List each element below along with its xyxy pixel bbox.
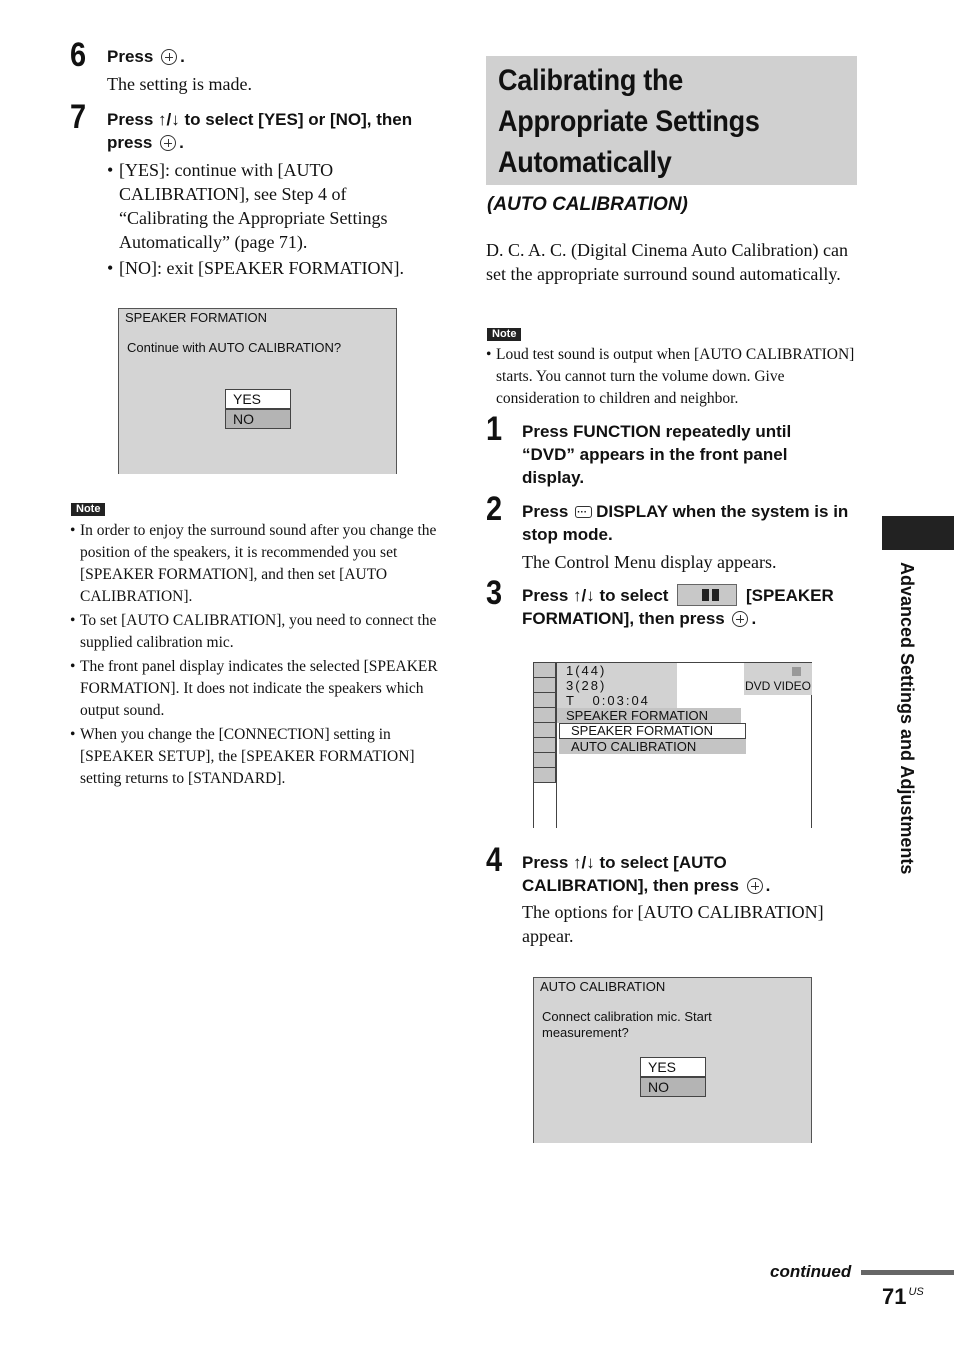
screen-message: Continue with AUTO CALIBRATION? [127, 340, 342, 355]
screen-message-line1: Connect calibration mic. Start [542, 1009, 712, 1024]
option-no-desc: • [NO]: exit [SPEAKER FORMATION]. [107, 256, 427, 280]
yes-option[interactable]: YES [225, 389, 291, 409]
notes-list [70, 520, 442, 790]
speaker-formation-icon [677, 584, 737, 606]
menu-icon-slot [534, 768, 556, 783]
step-2-instruction [522, 500, 862, 546]
note-badge: Note [71, 503, 105, 516]
menu-icon-slot [534, 738, 556, 753]
note-item: • To set [AUTO CALIBRATION], you need to connect the supplied calibration mic. [70, 610, 442, 654]
step-7-instruction [107, 108, 457, 154]
no-option[interactable]: NO [225, 409, 291, 429]
section-heading [498, 60, 858, 183]
display-button-icon [575, 506, 592, 518]
note-badge: Note [487, 328, 521, 341]
section-heading-box [486, 56, 857, 185]
heading-line: Automatically [498, 146, 672, 179]
enter-button-icon [161, 49, 177, 65]
step-7-options [107, 158, 427, 280]
menu-icon-slot [534, 723, 556, 738]
step-7-line1: Press ↑/↓ to select [YES] or [NO], then [107, 110, 413, 129]
step-7-line2: press [107, 133, 153, 152]
menu-icon-slot [534, 753, 556, 768]
step-3-number: 3 [486, 574, 503, 612]
step-4-number: 4 [486, 841, 503, 879]
option-auto-calibration[interactable]: AUTO CALIBRATION [559, 739, 746, 754]
step-6-dot: . [180, 47, 185, 66]
note-item: • The front panel display indicates the selected [SPEAKER FORMATION]. It does not indicate the speakers which output sound. [70, 656, 442, 722]
step-4-instruction [522, 851, 862, 897]
step-4-result: The options for [AUTO CALIBRATION] appear. [522, 902, 824, 946]
time-readout: T 0:03:04 [566, 693, 650, 708]
control-menu-heading: SPEAKER FORMATION [557, 708, 741, 723]
menu-icon-slot [534, 663, 556, 678]
step-3-line1a: Press ↑/↓ to select [522, 586, 669, 605]
step-7-number: 7 [70, 98, 87, 136]
section-tab-marker [882, 516, 954, 550]
page-number-value: 71 [882, 1284, 907, 1309]
enter-button-icon [747, 878, 763, 894]
menu-icon-slot [534, 693, 556, 708]
section-tab-text: Advanced Settings and Adjustments [897, 562, 917, 875]
step-4-line1: Press ↑/↓ to select [AUTO [522, 853, 727, 872]
screen-title: SPEAKER FORMATION [125, 310, 268, 325]
step-4-dot: . [765, 876, 771, 895]
heading-line: Calibrating the [498, 64, 683, 97]
note-item: • In order to enjoy the surround sound after you change the position of the speakers, it is recommended you set [SPEAKER FORMATION], and then set [AUTO CALIBRATION]. [70, 520, 442, 608]
speaker-formation-screen [118, 308, 397, 474]
menu-icon-slot [534, 678, 556, 693]
right-note [486, 344, 858, 410]
option-speaker-formation[interactable]: SPEAKER FORMATION [559, 723, 746, 739]
section-tab-label [893, 562, 919, 922]
step-1-instruction: Press FUNCTION repeatedly until “DVD” appears in the front panel display. [522, 422, 792, 487]
track-readout: 3(28) [566, 678, 607, 693]
screen-title: AUTO CALIBRATION [540, 979, 666, 994]
yes-option[interactable]: YES [640, 1057, 706, 1077]
enter-button-icon [160, 135, 176, 151]
step-6-instruction [107, 45, 185, 68]
heading-line: Appropriate Settings [498, 105, 760, 138]
screen-message-line2: measurement? [542, 1025, 629, 1040]
step-3-instruction [522, 584, 862, 630]
media-label: DVD VIDEO [745, 679, 812, 693]
step-6-number: 6 [70, 36, 87, 74]
no-option[interactable]: NO [640, 1077, 706, 1097]
enter-button-icon [732, 611, 748, 627]
control-menu-screen [533, 662, 812, 828]
continued-bar [861, 1270, 954, 1275]
page-number-suffix: US [908, 1286, 924, 1298]
step-2-press: Press [522, 502, 569, 521]
step-2-rest: DISPLAY when the system is in stop mode. [522, 502, 849, 544]
note-item: • When you change the [CONNECTION] setting in [SPEAKER SETUP], the [SPEAKER FORMATION] setting returns to [STANDARD]. [70, 724, 442, 790]
step-7-dot: . [179, 133, 184, 152]
step-1-number: 1 [486, 410, 503, 448]
step-6-press: Press [107, 47, 154, 66]
step-4-line2: CALIBRATION], then press [522, 876, 739, 895]
control-menu-icon-column [534, 663, 556, 783]
continued-label: continued [770, 1262, 852, 1281]
menu-icon-slot [534, 708, 556, 723]
auto-calibration-screen [533, 977, 812, 1143]
chapter-readout: 1(44) [566, 663, 607, 678]
intro-text: D. C. A. C. (Digital Cinema Auto Calibration) can set the appropriate surround sound automatically. [486, 240, 848, 284]
note-item: • Loud test sound is output when [AUTO CALIBRATION] starts. You cannot turn the volume down. Give consideration to children and neighbor. [486, 344, 858, 410]
step-3-line1b: [SPEAKER [745, 586, 834, 605]
step-2-result: The Control Menu display appears. [522, 552, 777, 572]
step-3-dot: . [751, 609, 757, 628]
media-indicator-icon [792, 667, 801, 676]
step-6-result: The setting is made. [107, 74, 252, 94]
step-3-line2: FORMATION], then press [522, 609, 725, 628]
section-subheading: (AUTO CALIBRATION) [487, 194, 688, 215]
page-number [882, 1284, 924, 1310]
option-yes-desc: • [YES]: continue with [AUTO CALIBRATION], see Step 4 of “Calibrating the Appropriate Settings Automatically” (page 71). [107, 158, 427, 254]
step-2-number: 2 [486, 490, 503, 528]
